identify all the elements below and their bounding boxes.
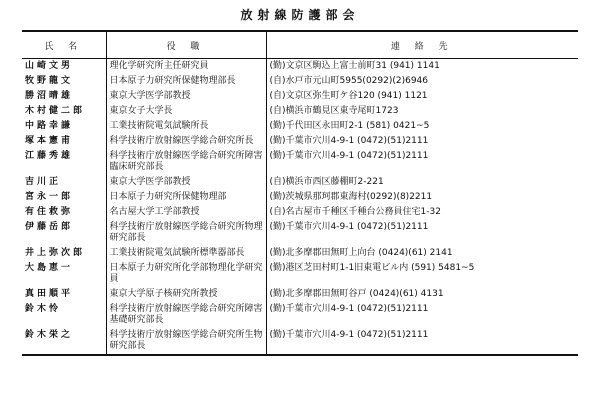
member-contact: (勤)千葉市穴川4-9-1 (0472)(51)2111 — [269, 304, 429, 314]
member-contact: (自)名古屋市千種区千種台公務員住宅1-32 — [269, 207, 441, 217]
table-body — [22, 59, 578, 356]
document-title: 放射線防護部会 — [240, 8, 360, 22]
member-contact: (自)横浜市鶴見区東寺尾町1723 — [269, 106, 399, 116]
member-contact: (勤)港区芝田村町1-1旧東電ビル内 (591) 5481~5 — [269, 263, 475, 273]
member-position: 科学技術庁放射線医学総合研究所生物研究部長 — [106, 328, 266, 355]
table-row — [22, 149, 578, 175]
member-name: 木村健二郎 — [22, 104, 106, 119]
member-position: 科学技術庁放射線医学総合研究所物理研究部長 — [106, 220, 266, 246]
member-name: 井上弥次郎 — [22, 246, 106, 261]
table-row — [22, 175, 578, 190]
member-position: 東京女子大学長 — [106, 104, 266, 119]
member-contact: (勤)千葉市穴川4-9-1 (0472)(51)2111 — [269, 136, 429, 146]
member-contact: (勤)千葉市穴川4-9-1 (0472)(51)2111 — [269, 151, 429, 161]
header-position: 役 職 — [106, 31, 266, 59]
member-contact: (自)文京区弥生町ケ谷120 (941) 1121 — [269, 91, 428, 101]
member-contact: (勤)文京区駒込上富士前町31 (941) 1141 — [269, 61, 440, 71]
member-contact: (勤)茨城県那珂郡東海村(0292)(8)2211 — [269, 192, 433, 202]
table-row — [22, 205, 578, 220]
member-position: 東京大学原子核研究所教授 — [106, 287, 266, 302]
table-row — [22, 134, 578, 149]
member-position: 工業技術院電気試験所長 — [106, 119, 266, 134]
member-position: 理化学研究所主任研究員 — [106, 59, 266, 75]
table-row — [22, 246, 578, 261]
member-name: 勝沼晴雄 — [22, 89, 106, 104]
member-contact: (勤)千葉市穴川4-9-1 (0472)(51)2111 — [269, 222, 429, 232]
table-row — [22, 89, 578, 104]
member-name: 塚本憲甫 — [22, 134, 106, 149]
member-name: 伊藤岳郎 — [22, 220, 106, 246]
member-contact: (勤)千代田区永田町2-1 (581) 0421~5 — [269, 121, 430, 131]
table-row — [22, 190, 578, 205]
member-position: 科学技術庁放射線医学総合研究所障害臨床研究部長 — [106, 149, 266, 175]
member-name: 有住救弥 — [22, 205, 106, 220]
member-position: 科学技術庁放射線医学総合研究所障害基礎研究部長 — [106, 302, 266, 328]
table-header — [22, 31, 578, 59]
member-name: 真田順平 — [22, 287, 106, 302]
table-row — [22, 328, 578, 355]
member-position: 東京大学医学部教授 — [106, 89, 266, 104]
member-name: 山崎文男 — [22, 59, 106, 75]
member-name: 鈴木怜 — [22, 302, 106, 328]
table-row — [22, 261, 578, 287]
table-row — [22, 287, 578, 302]
member-contact: (勤)千葉市穴川4-9-1 (0472)(51)2111 — [266, 328, 578, 355]
member-name: 牧野龍文 — [22, 74, 106, 89]
member-position: 名古屋大学工学部教授 — [106, 205, 266, 220]
table-row — [22, 119, 578, 134]
member-name: 中路幸謙 — [22, 119, 106, 134]
member-contact: (勤)北多摩郡田無町谷戸 (0424)(61) 4131 — [269, 289, 444, 299]
member-name: 大島恵一 — [22, 261, 106, 287]
table-row — [22, 59, 578, 75]
member-name: 宮永一郎 — [22, 190, 106, 205]
table-row — [22, 74, 578, 89]
member-position: 東京大学医学部教授 — [106, 175, 266, 190]
table-row — [22, 104, 578, 119]
member-name: 江藤秀雄 — [22, 149, 106, 175]
member-position: 科学技術庁放射線医学総合研究所長 — [106, 134, 266, 149]
member-name: 吉川正 — [22, 175, 106, 190]
member-contact: (自)横浜市西区藤棚町2-221 — [269, 177, 384, 187]
member-contact: (勤)北多摩郡田無町上向台 (0424)(61) 2141 — [269, 248, 453, 258]
member-position: 工業技術院電気試験所標準器部長 — [106, 246, 266, 261]
member-position: 日本原子力研究所保健物理部長 — [106, 74, 266, 89]
table-row — [22, 220, 578, 246]
member-position: 日本原子力研究所保健物理部 — [106, 190, 266, 205]
member-name: 鈴木栄之 — [22, 328, 106, 355]
member-contact: (自)水戸市元山町5955(0292)(2)6946 — [269, 76, 429, 86]
header-name: 氏 名 — [22, 31, 106, 59]
member-position: 日本原子力研究所化学部物理化学研究員 — [106, 261, 266, 287]
table-row — [22, 302, 578, 328]
member-table — [22, 30, 578, 356]
header-contact: 連 絡 先 — [266, 31, 578, 59]
